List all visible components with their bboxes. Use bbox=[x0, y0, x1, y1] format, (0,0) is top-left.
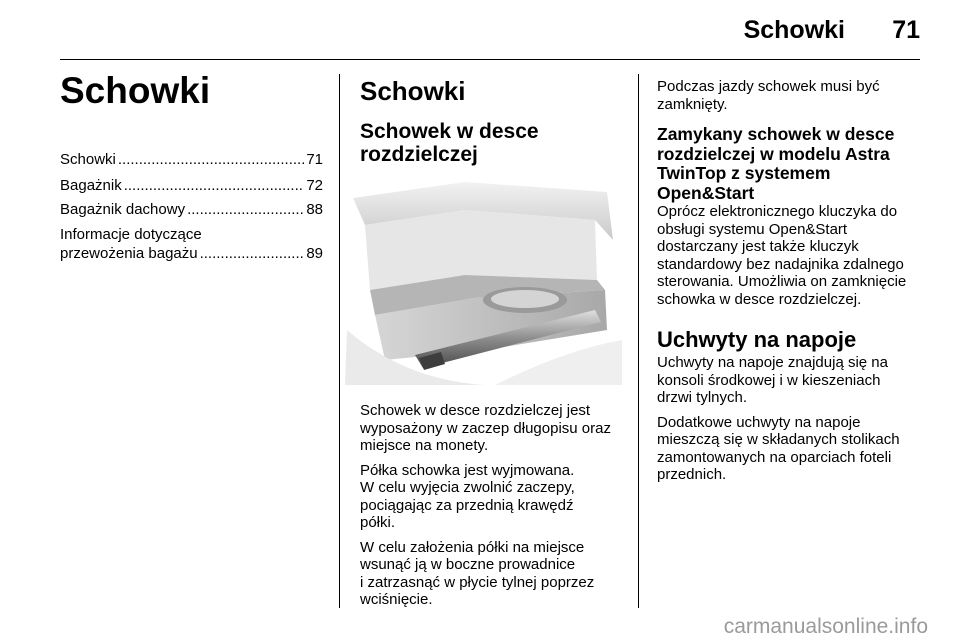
section-heading: Uchwyty na napoje bbox=[657, 327, 857, 352]
text-line: sterowania. Umożliwia on zamknięcie bbox=[657, 273, 907, 290]
paragraph bbox=[360, 539, 630, 609]
text-line: Półka schowka jest wyjmowana. bbox=[360, 461, 575, 479]
toc-leader bbox=[118, 150, 304, 169]
text-line: schowka w desce rozdzielczej. bbox=[657, 290, 862, 308]
toc-entry[interactable] bbox=[60, 150, 323, 169]
page-number: 71 bbox=[892, 16, 920, 44]
text-line: zamknięty. bbox=[657, 95, 728, 113]
heading-line: TwinTop z systemem bbox=[657, 163, 831, 183]
toc-entry[interactable] bbox=[60, 176, 323, 195]
section-heading: Schowki bbox=[360, 76, 466, 106]
text-line: wciśnięcie. bbox=[360, 591, 433, 608]
text-line: konsoli środkowej i w kieszeniach bbox=[657, 371, 881, 389]
right-body bbox=[657, 78, 925, 484]
text-line: dostarczany jest także kluczyk bbox=[657, 238, 859, 255]
toc-leader bbox=[124, 176, 305, 195]
text-line: mieszczą się w składanych stolikach bbox=[657, 431, 900, 448]
text-line: Podczas jazdy schowek musi być bbox=[657, 78, 880, 95]
middle-body bbox=[360, 402, 630, 609]
text-line: drzwi tylnych. bbox=[657, 389, 748, 406]
header-rule bbox=[60, 59, 920, 60]
toc-leader bbox=[200, 244, 305, 263]
glovebox-illustration bbox=[345, 180, 622, 385]
subsection-heading-line: rozdzielczej bbox=[360, 143, 478, 166]
toc-entry[interactable] bbox=[60, 200, 323, 219]
running-header-title: Schowki bbox=[743, 16, 845, 44]
toc-label: Bagażnik bbox=[60, 177, 122, 194]
text-line: zamontowanych na oparciach foteli bbox=[657, 448, 892, 466]
text-line: W celu założenia półki na miejsce bbox=[360, 538, 585, 556]
paragraph bbox=[657, 78, 925, 113]
text-line: Dodatkowe uchwyty na napoje bbox=[657, 413, 861, 431]
paragraph bbox=[657, 354, 925, 407]
paragraph bbox=[360, 462, 630, 532]
text-line: Uchwyty na napoje znajdują się na bbox=[657, 354, 888, 371]
paragraph bbox=[657, 203, 925, 308]
text-line: i zatrzasnąć w płycie tylnej poprzez bbox=[360, 573, 595, 591]
toc-page: 72 bbox=[306, 177, 323, 194]
heading-line: Open&Start bbox=[657, 182, 755, 203]
subsection-heading bbox=[360, 120, 539, 166]
toc-label: Schowki bbox=[60, 151, 116, 168]
column-divider-right bbox=[638, 74, 639, 608]
text-line: Schowek w desce rozdzielczej jest bbox=[360, 402, 591, 419]
text-line: półki. bbox=[360, 514, 396, 531]
watermark-link[interactable]: carmanualsonline.info bbox=[723, 615, 928, 638]
text-line: wyposażony w zaczep długopisu oraz bbox=[360, 419, 611, 437]
toc-entry-multiline[interactable] bbox=[60, 225, 323, 263]
toc-label: Bagażnik dachowy bbox=[60, 201, 186, 218]
subsection-heading-line: Schowek w desce bbox=[360, 120, 539, 143]
text-line: obsługi systemu Open&Start bbox=[657, 220, 848, 238]
text-line: W celu wyjęcia zwolnić zaczepy, bbox=[360, 479, 575, 496]
paragraph bbox=[657, 414, 925, 484]
text-line: Oprócz elektronicznego kluczyka do bbox=[657, 203, 898, 220]
text-line: miejsce na monety. bbox=[360, 437, 489, 454]
toc-leader bbox=[187, 200, 304, 219]
toc-row bbox=[60, 244, 323, 263]
text-line: standardowy bez nadajnika zdalnego bbox=[657, 255, 904, 273]
text-line: wsunąć ją w boczne prowadnice bbox=[360, 556, 576, 573]
toc-label-line2: przewożenia bagażu bbox=[60, 245, 198, 262]
column-divider-left bbox=[339, 74, 340, 608]
toc-page: 88 bbox=[306, 201, 323, 218]
text-line: przednich. bbox=[657, 466, 727, 483]
chapter-title: Schowki bbox=[60, 70, 211, 111]
toc-label-line1: Informacje dotyczące bbox=[60, 226, 202, 243]
heading-line: rozdzielczej w modelu Astra bbox=[657, 143, 890, 164]
subsection-heading bbox=[657, 125, 925, 203]
paragraph bbox=[360, 402, 630, 455]
toc-page: 89 bbox=[306, 245, 323, 262]
text-line: pociągając za przednią krawędź bbox=[360, 496, 574, 514]
heading-line: Zamykany schowek w desce bbox=[657, 124, 895, 144]
toc-page: 71 bbox=[306, 151, 323, 168]
